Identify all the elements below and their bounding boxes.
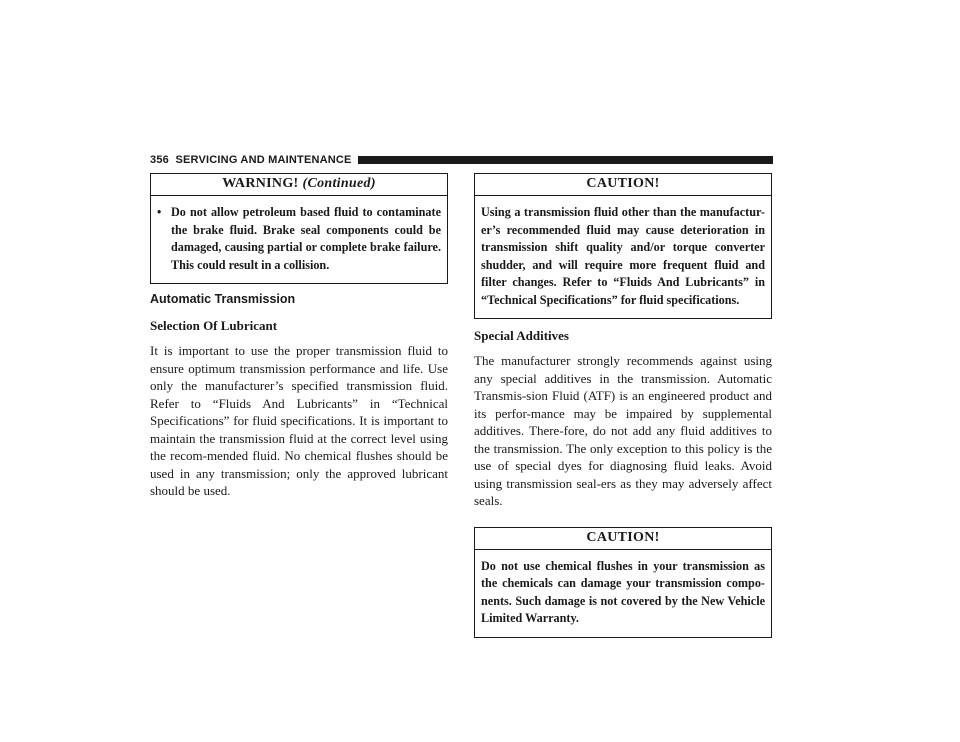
warning-box: [150, 173, 448, 284]
caution-box-1: [474, 173, 772, 319]
subheading-selection-of-lubricant: Selection Of Lubricant: [150, 318, 278, 333]
page-header: [150, 153, 773, 167]
caution-box-2: [474, 527, 772, 638]
paragraph-special-additives: The manufacturer strongly recommends against using any special additives in the transmission. Automatic Transmis-sion Fluid (ATF) is an engineered product and its perfor-mance may be impaired by supplemental additives. There-fore, do not add any fluid additives to the transmission. The only exception to this policy is the use of special dyes for diagnosing fluid leaks. Avoid using transmission seal-ers as they may adversely affect seals.: [474, 353, 772, 508]
warning-body: [151, 196, 447, 283]
page-header-text: [150, 154, 352, 166]
section-title: SERVICING AND MAINTENANCE: [175, 154, 352, 166]
caution-title-1: CAUTION!: [475, 174, 771, 196]
warning-continued: (Continued): [302, 176, 376, 191]
page-number: 356: [150, 154, 169, 166]
section-heading-automatic-transmission: Automatic Transmission: [150, 292, 296, 306]
warning-text: Do not allow petroleum based fluid to contaminate the brake fluid. Brake seal components could be damaged, causing partial or complete brake failure. This could result in a collision.: [171, 205, 441, 272]
bullet-dot: •: [157, 205, 162, 219]
caution-text-1: Using a transmission fluid other than the manufactur-er’s recommended fluid may cause deterioration in transmission shift quality and/or torque converter shudder, and will require more frequent fluid and filter changes. Refer to “Fluids And Lubricants” in “Technical Specifications” for fluid specifications.: [481, 205, 765, 307]
right-column: [474, 173, 772, 638]
warning-bullet-item: [157, 204, 441, 274]
left-column: [150, 173, 448, 500]
subheading-special-additives: Special Additives: [474, 328, 569, 343]
caution-text-2: Do not use chemical flushes in your transmission as the chemicals can damage your transmission compo-nents. Such damage is not covered by the New Vehicle Limited Warranty.: [481, 558, 765, 625]
caution-title-2: CAUTION!: [475, 528, 771, 550]
warning-title: [151, 174, 447, 196]
warning-title-text: WARNING!: [222, 176, 299, 191]
header-rule: [358, 156, 773, 164]
paragraph-lubricant: It is important to use the proper transmission fluid to ensure optimum transmission performance and life. Use only the manufacturer’s specified transmission fluid. Refer to “Fluids And Lubricants” in “Technical Specifications” for fluid specifications. It is important to maintain the transmission fluid at the correct level using the recom-mended fluid. No chemical flushes should be used in any transmission; only the approved lubricant should be used.: [150, 343, 448, 498]
